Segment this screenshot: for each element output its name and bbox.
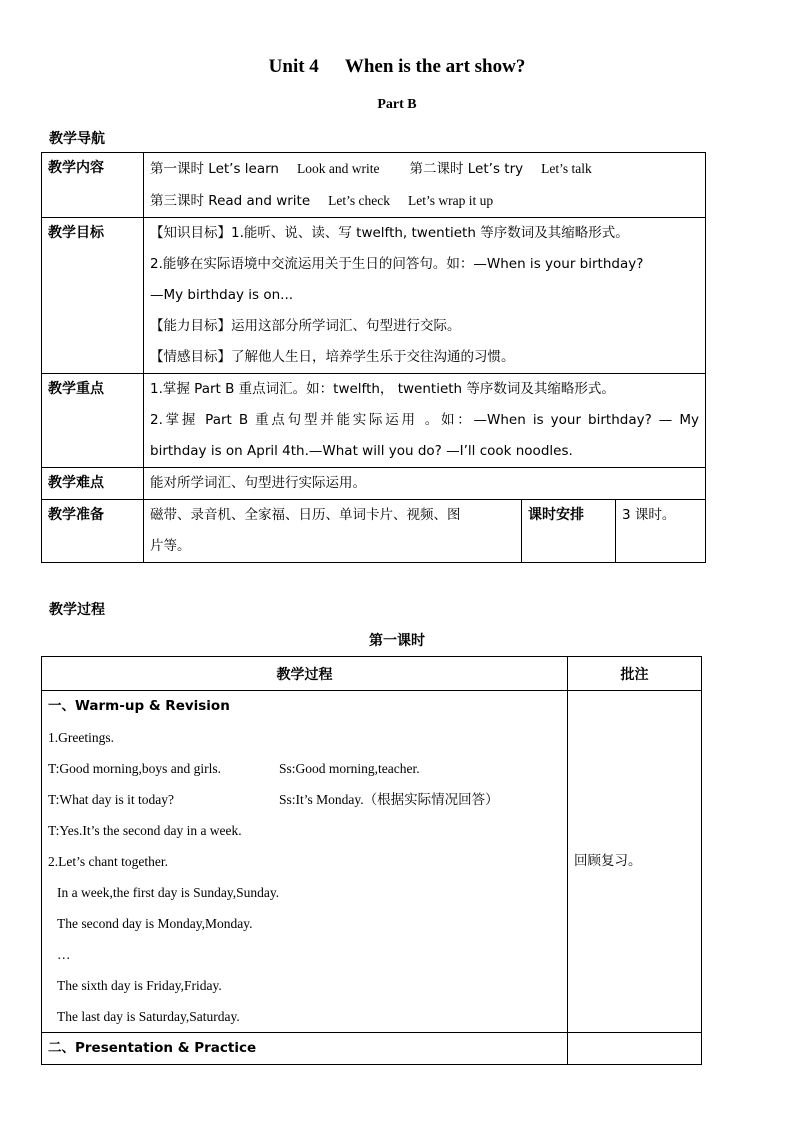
process-column-header: 教学过程 bbox=[42, 657, 568, 691]
key-label: 教学重点 bbox=[42, 374, 144, 468]
teacher-confirm: T:Yes.It’s the second day in a week. bbox=[48, 823, 242, 838]
greetings-line: 1.Greetings. bbox=[48, 730, 114, 745]
content-lesson1-a: 第一课时 Let’s learn bbox=[150, 161, 279, 177]
key-point-2: 2.掌握 Part B 重点句型并能实际运用 。如：—When is your birthday? — My bbox=[150, 412, 699, 428]
presentation-row bbox=[42, 1033, 702, 1065]
schedule-value: 3 课时。 bbox=[616, 500, 706, 563]
prep-line-1: 磁带、录音机、全家福、日历、单词卡片、视频、图 bbox=[150, 507, 461, 523]
process-header-row bbox=[42, 657, 702, 691]
goal-emotion: 【情感目标】了解他人生日，培养学生乐于交往沟通的习惯。 bbox=[150, 349, 515, 365]
warmup-title: 一、Warm-up & Revision bbox=[48, 698, 230, 714]
schedule-label: 课时安排 bbox=[522, 500, 616, 563]
lesson-title: 第一课时 bbox=[369, 633, 425, 649]
part-label: Part B bbox=[377, 97, 417, 112]
content-lesson3-a: 第三课时 Read and write bbox=[150, 193, 311, 209]
goal-knowledge-3: —My birthday is on... bbox=[150, 287, 294, 303]
key-point-1: 1.掌握 Part B 重点词汇。如：twelfth， twentieth 等序数词及其缩略形式。 bbox=[150, 381, 615, 397]
chant-line: The sixth day is Friday,Friday. bbox=[57, 978, 222, 993]
document-title bbox=[0, 56, 794, 78]
goal-knowledge-2: 2.能够在实际语境中交流运用关于生日的问答句。如：—When is your birthday? bbox=[150, 256, 644, 272]
key-cell bbox=[144, 374, 706, 468]
content-label: 教学内容 bbox=[42, 153, 144, 218]
unit-number: Unit 4 bbox=[268, 56, 319, 77]
key-row bbox=[42, 374, 706, 468]
warmup-cell bbox=[42, 691, 568, 1033]
warmup-row bbox=[42, 691, 702, 1033]
unit-name: When is the art show? bbox=[344, 56, 526, 77]
difficulty-label: 教学难点 bbox=[42, 468, 144, 500]
chant-line: The second day is Monday,Monday. bbox=[57, 916, 253, 931]
content-lesson2-a: 第二课时 Let’s try bbox=[409, 161, 524, 177]
difficulty-row bbox=[42, 468, 706, 500]
prep-label: 教学准备 bbox=[42, 500, 144, 563]
prep-line-2: 片等。 bbox=[150, 538, 191, 554]
process-table bbox=[41, 656, 702, 1065]
teacher-question: T:What day is it today? bbox=[48, 792, 175, 807]
prep-row bbox=[42, 500, 706, 563]
note-column-header: 批注 bbox=[568, 657, 702, 691]
students-greeting: Ss:Good morning,teacher. bbox=[279, 761, 420, 776]
content-lesson3-b: Let’s check bbox=[328, 193, 390, 208]
chant-line: The last day is Saturday,Saturday. bbox=[57, 1009, 240, 1024]
presentation-title: 二、Presentation & Practice bbox=[42, 1033, 568, 1065]
chant-instruction: 2.Let’s chant together. bbox=[48, 854, 168, 869]
content-lesson1-b: Look and write bbox=[297, 161, 380, 176]
goal-knowledge: 【知识目标】1.能听、说、读、写 twelfth, twentieth 等序数词及其缩略形式。 bbox=[150, 225, 629, 241]
content-lesson3-c: Let’s wrap it up bbox=[408, 193, 494, 208]
key-point-3: birthday is on April 4th.—What will you do? —I’ll cook noodles. bbox=[150, 443, 573, 459]
content-row bbox=[42, 153, 706, 218]
teaching-guide-table bbox=[41, 152, 706, 563]
goal-ability: 【能力目标】运用这部分所学词汇、句型进行交际。 bbox=[150, 318, 461, 334]
section-nav-heading: 教学导航 bbox=[49, 131, 105, 147]
goal-label: 教学目标 bbox=[42, 218, 144, 374]
students-answer: Ss:It’s Monday.（根据实际情况回答） bbox=[279, 792, 499, 807]
difficulty-text: 能对所学词汇、句型进行实际运用。 bbox=[144, 468, 706, 500]
content-cell bbox=[144, 153, 706, 218]
goal-cell bbox=[144, 218, 706, 374]
content-lesson2-b: Let’s talk bbox=[541, 161, 592, 176]
prep-cell bbox=[144, 500, 522, 563]
chant-line: In a week,the first day is Sunday,Sunday. bbox=[57, 885, 280, 900]
goal-row bbox=[42, 218, 706, 374]
teacher-greeting: T:Good morning,boys and girls. bbox=[48, 761, 221, 776]
warmup-note: 回顾复习。 bbox=[568, 691, 702, 1033]
presentation-note bbox=[568, 1033, 702, 1065]
chant-ellipsis: … bbox=[57, 947, 71, 962]
section-process-heading: 教学过程 bbox=[49, 602, 105, 618]
